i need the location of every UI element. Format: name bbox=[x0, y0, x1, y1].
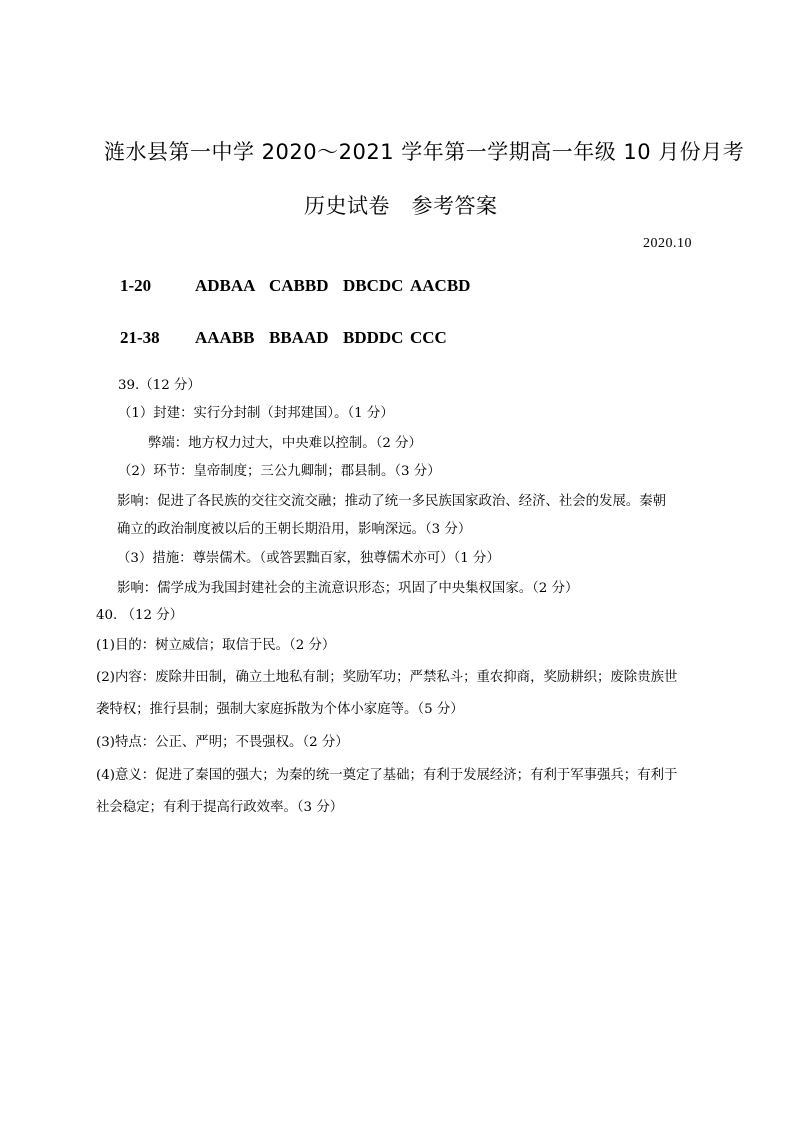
document-title: 涟水县第一中学 2020～2021 学年第一学期高一年级 10 月份月考 bbox=[104, 140, 745, 164]
answer-group: ADBAA bbox=[195, 276, 256, 295]
q39-line: （2）环节：皇帝制度；三公九卿制；郡县制。（3 分） bbox=[118, 464, 441, 479]
q40-line: 袭特权；推行县制；强制大家庭拆散为个体小家庭等。（5 分） bbox=[96, 702, 464, 717]
q40-line: (2)内容：废除井田制，确立土地私有制；奖励军功；严禁私斗；重农抑商，奖励耕织；废除贵族世 bbox=[96, 670, 678, 685]
q39-line: （1）封建：实行分封制（封邦建国）。（1 分） bbox=[118, 406, 394, 421]
q39-line: （3）措施：尊崇儒术。（或答罢黜百家，独尊儒术亦可）（1 分） bbox=[117, 551, 500, 566]
q39-line: 确立的政治制度被以后的王朝长期沿用，影响深远。（3 分） bbox=[117, 522, 472, 537]
document-date: 2020.10 bbox=[643, 236, 692, 251]
q40-line: (3)特点：公正、严明；不畏强权。（2 分） bbox=[96, 735, 349, 750]
q39-line: 弊端：地方权力过大，中央难以控制。（2 分） bbox=[148, 436, 422, 451]
q40-line: 社会稳定；有利于提高行政效率。（3 分） bbox=[96, 800, 344, 815]
answer-group: CABBD bbox=[269, 276, 329, 295]
answer-group: BDDDC bbox=[343, 328, 404, 347]
answer-group: DBCDC bbox=[343, 276, 404, 295]
q40-line: (4)意义：促进了秦国的强大；为秦的统一奠定了基础；有利于发展经济；有利于军事强兵；有利于 bbox=[96, 768, 678, 783]
q39-line: 影响：促进了各民族的交往交流交融；推动了统一多民族国家政治、经济、社会的发展。秦朝 bbox=[117, 494, 667, 509]
q39-heading: 39.（12 分） bbox=[118, 378, 201, 393]
answer-group: CCC bbox=[410, 328, 447, 347]
document-subtitle: 历史试卷 参考答案 bbox=[304, 194, 498, 218]
answer-group: AACBD bbox=[410, 276, 471, 295]
q40-heading: 40. （12 分） bbox=[96, 608, 184, 623]
answer-range-1: 1-20 bbox=[120, 276, 152, 295]
answer-group: AAABB bbox=[195, 328, 255, 347]
answer-range-2: 21-38 bbox=[120, 328, 160, 347]
q39-line: 影响：儒学成为我国封建社会的主流意识形态；巩固了中央集权国家。（2 分） bbox=[117, 581, 579, 596]
q40-line: (1)目的：树立威信；取信于民。（2 分） bbox=[96, 638, 336, 653]
answer-group: BBAAD bbox=[269, 328, 329, 347]
